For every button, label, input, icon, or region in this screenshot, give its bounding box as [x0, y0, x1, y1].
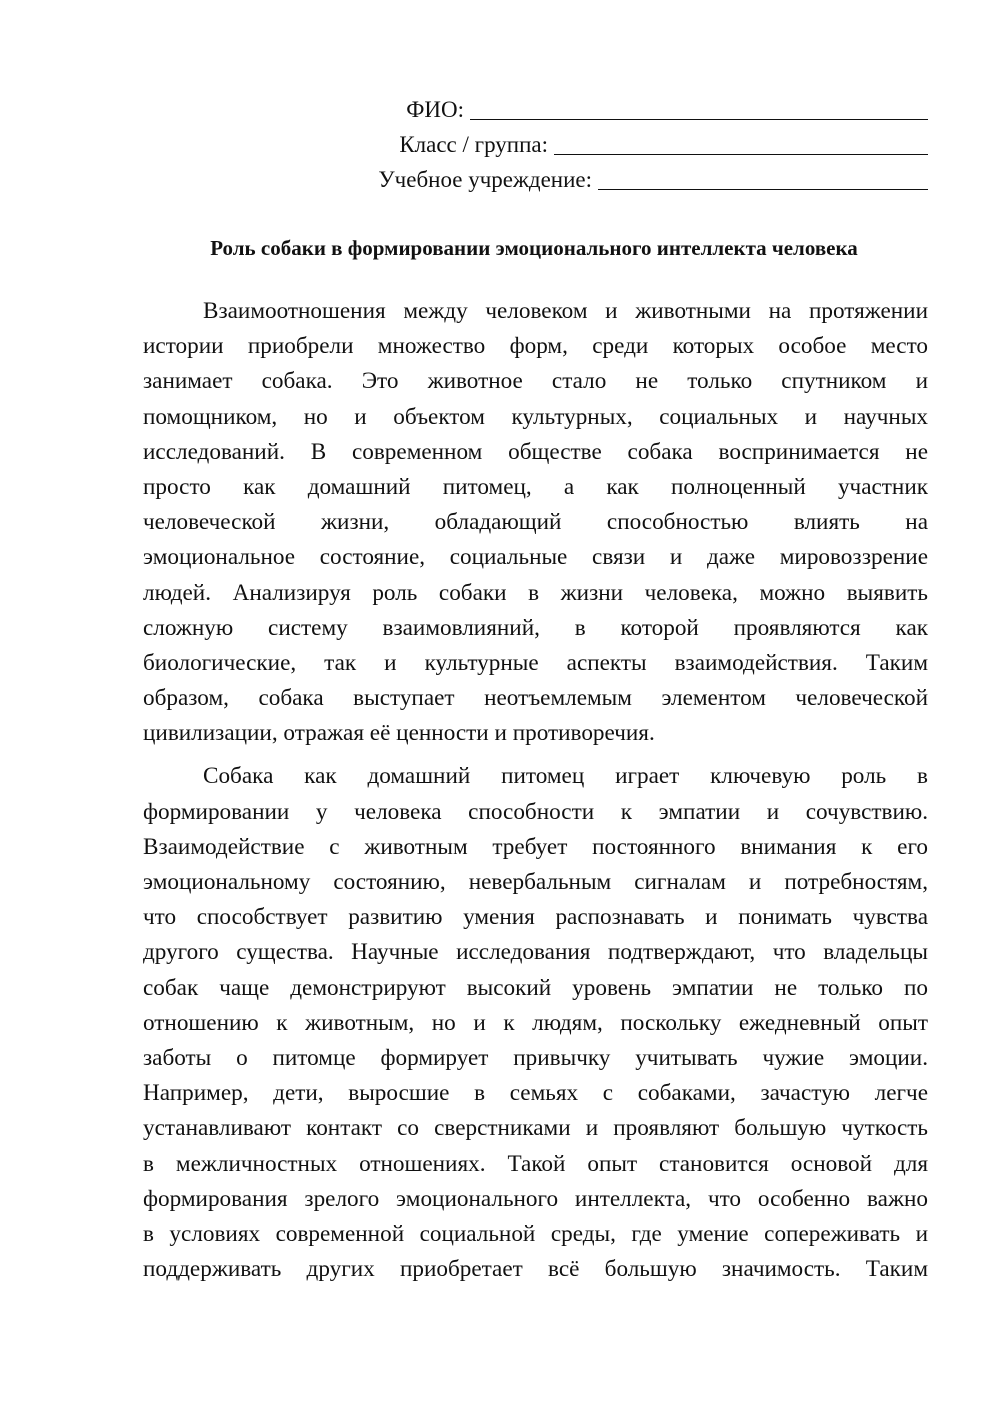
text-line: собак чаще демонстрируют высокий уровень эмпатии не только по [143, 974, 928, 1001]
text-line: помощником, но и объектом культурных, социальных и научных [143, 403, 928, 430]
text-line: другого существа. Научные исследования подтверждают, что владельцы [143, 939, 928, 966]
text-line: цивилизации, отражая её ценности и противоречия. [143, 720, 655, 747]
text-line: Взаимодействие с животным требует постоянного внимания к его [143, 833, 928, 860]
class-label: Класс / группа: [399, 132, 548, 157]
text-line: занимает собака. Это животное стало не только спутником и [143, 368, 928, 395]
text-line: заботы о питомце формирует привычку учитывать чужие эмоции. [143, 1044, 928, 1071]
text-line: исследований. В современном обществе собака воспринимается не [143, 438, 928, 465]
text-line: людей. Анализируя роль собаки в жизни человека, можно выявить [143, 579, 928, 606]
text-line: отношению к животным, но и к людям, поскольку ежедневный опыт [143, 1009, 928, 1036]
text-line: биологические, так и культурные аспекты взаимодействия. Таким [143, 649, 928, 676]
text-line: сложную систему взаимовлияний, в которой проявляются как [143, 614, 928, 641]
text-line: человеческой жизни, обладающий способностью влиять на [143, 509, 928, 536]
text-line: Например, дети, выросшие в семьях с собаками, зачастую легче [143, 1080, 928, 1107]
text-line: эмоциональному состоянию, невербальным сигналам и потребностям, [143, 869, 928, 895]
text-line: формирования зрелого эмоционального интеллекта, что особенно важно [143, 1185, 928, 1212]
text-line: истории приобрели множество форм, среди которых особое место [143, 333, 928, 360]
essay-body [143, 294, 928, 1295]
fio-label: ФИО: [406, 97, 464, 122]
class-row [368, 127, 928, 162]
school-blank-line [598, 164, 928, 190]
paragraph-2 [143, 759, 928, 1287]
text-line: формировании у человека способности к эмпатии и сочувствию. [143, 798, 928, 825]
school-row [368, 162, 928, 197]
fio-row [368, 92, 928, 127]
fio-blank-line [470, 94, 928, 120]
text-line: устанавливают контакт со сверстниками и проявляют большую чуткость [143, 1115, 928, 1142]
student-info-block [368, 92, 928, 197]
text-line: Взаимоотношения между человеком и животными на протяжении [203, 298, 928, 324]
paragraph-1 [143, 294, 928, 751]
text-line: Собака как домашний питомец играет ключевую роль в [203, 763, 928, 790]
text-line: поддерживать других приобретает всё большую значимость. Таким [143, 1256, 928, 1283]
text-line: эмоциональное состояние, социальные связи и даже мировоззрение [143, 544, 928, 571]
text-line: что способствует развитию умения распознавать и понимать чувства [143, 904, 928, 931]
document-title: Роль собаки в формировании эмоционального интеллекта человека [210, 236, 858, 260]
text-line: в межличностных отношениях. Такой опыт становится основой для [143, 1150, 928, 1177]
class-blank-line [554, 129, 928, 155]
text-line: в условиях современной социальной среды, где умение сопереживать и [143, 1220, 928, 1247]
school-label: Учебное учреждение: [378, 167, 592, 192]
text-line: образом, собака выступает неотъемлемым элементом человеческой [143, 685, 928, 712]
text-line: просто как домашний питомец, а как полноценный участник [143, 473, 928, 500]
